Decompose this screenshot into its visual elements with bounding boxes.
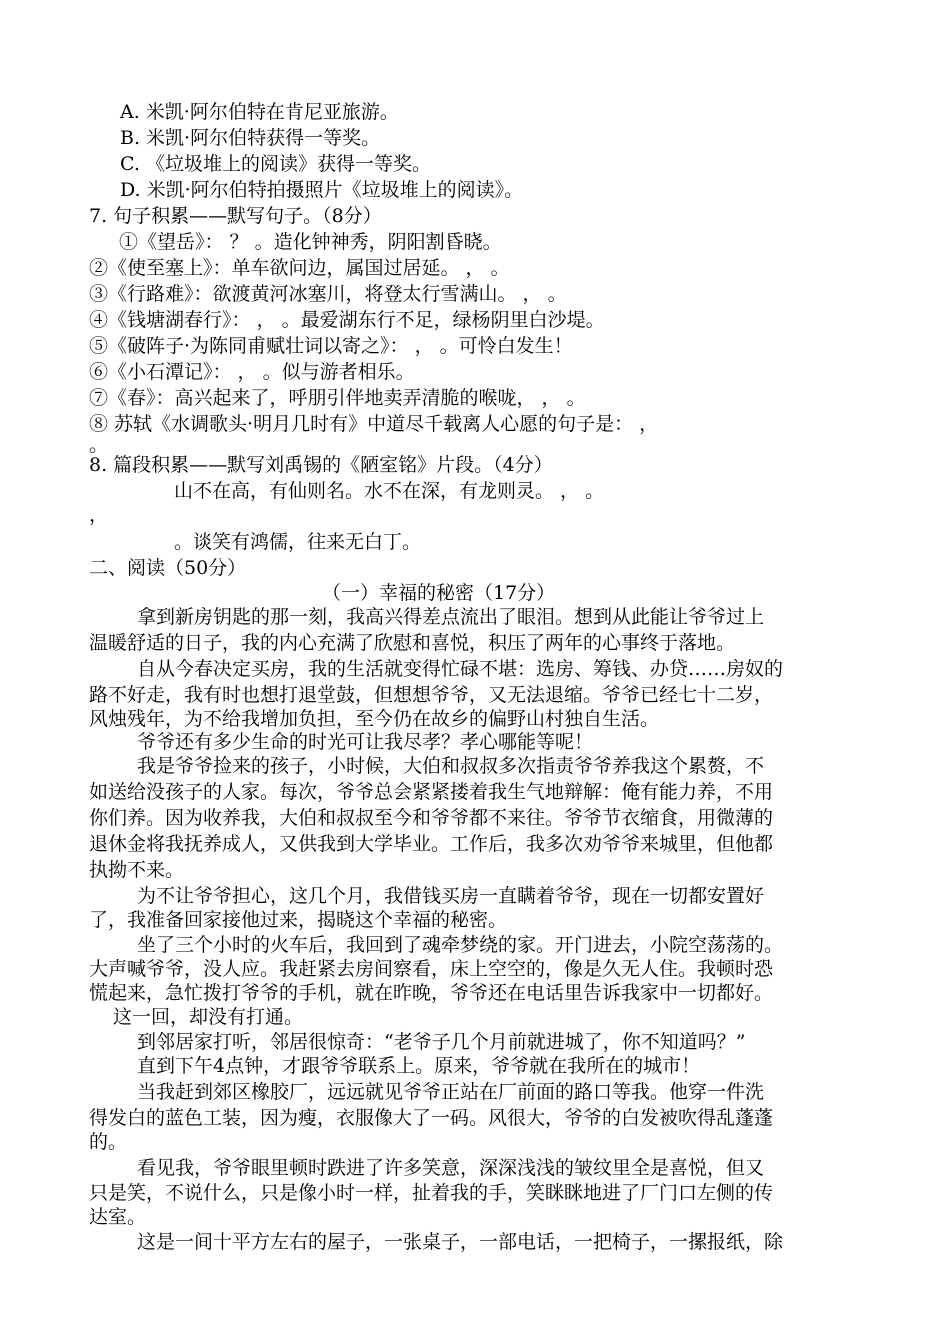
question7-item: ①《望岳》： ？ 。造化钟神秀，阴阳割昏晓。: [119, 231, 502, 253]
passage-line: 达室。: [89, 1206, 147, 1228]
question8-line: 。谈笑有鸿儒，往来无白丁。: [174, 531, 422, 553]
passage-line: 路不好走，我有时也想打退堂鼓，但想想爷爷，又无法退缩。爷爷已经七十二岁，: [89, 684, 774, 706]
passage-line: 退休金将我抚养成人，又供我到大学毕业。工作后，我多次劝爷爷来城里，但他都: [89, 833, 774, 855]
passage-line: 这是一间十平方左右的屋子，一张桌子，一部电话，一把椅子，一摞报纸，除: [137, 1231, 784, 1253]
question7-item: ⑧ 苏轼《水调歌头·明月几时有》中道尽千载离人心愿的句子是： ，: [89, 413, 659, 435]
passage-line: 大声喊爷爷，没人应。我赶紧去房间察看，床上空空的，像是久无人住。我顿时恐: [89, 958, 774, 980]
question7-item: ⑥《小石潭记》： ， 。似与游者相乐。: [89, 361, 415, 383]
section2-heading: 二、阅读（50分）: [89, 557, 247, 579]
question7-item: ④《钱塘湖春行》： ， 。最爱湖东行不足，绿杨阴里白沙堤。: [89, 309, 605, 331]
question7-item: ⑦《春》：高兴起来了，呼朋引伴地卖弄清脆的喉咙， ， 。: [89, 387, 586, 409]
passage-line: 只是笑，不说什么，只是像小时一样，扯着我的手，笑眯眯地进了厂门口左侧的传: [89, 1182, 774, 1204]
passage-line: 自从今春决定买房，我的生活就变得忙碌不堪：选房、筹钱、办贷……房奴的: [137, 658, 784, 680]
passage-line: 的。: [89, 1131, 128, 1153]
passage-line: 当我赶到郊区橡胶厂，远远就见爷爷正站在厂前面的路口等我。他穿一件洗: [137, 1081, 765, 1103]
passage-line: 为不让爷爷担心，这几个月，我借钱买房一直瞒着爷爷，现在一切都安置好: [137, 885, 765, 907]
option-b: B. 米凯·阿尔伯特获得一等奖。: [120, 127, 381, 149]
passage-line: 拿到新房钥匙的那一刻，我高兴得差点流出了眼泪。想到从此能让爷爷过上: [137, 606, 765, 628]
passage-line: 了，我准备回家接他过来，揭晓这个幸福的秘密。: [89, 909, 508, 931]
question8-heading: 8. 篇段积累——默写刘禹锡的《陋室铭》片段。（4分）: [89, 454, 553, 476]
question7-item: ③《行路难》：欲渡黄河冰塞川，将登太行雪满山。 ， 。: [89, 283, 567, 305]
passage-line: 这一回，却没有打通。: [113, 1006, 304, 1028]
passage-line: 看见我，爷爷眼里顿时跌进了许多笑意，深深浅浅的皱纹里全是喜悦，但又: [137, 1157, 765, 1179]
question7-item: ②《使至塞上》：单车欲问边，属国过居延。 ， 。: [89, 257, 510, 279]
passage-line: 慌起来，急忙拨打爷爷的手机，就在昨晚，爷爷还在电话里告诉我家中一切都好。: [89, 982, 774, 1004]
passage-title: （一）幸福的秘密（17分）: [322, 582, 556, 604]
passage-line: 到邻居家打听，邻居很惊奇：“老爷子几个月前就进城了，你不知道吗？”: [137, 1031, 746, 1053]
passage-line: 直到下午4点钟，才跟爷爷联系上。原来，爷爷就在我所在的城市！: [137, 1055, 701, 1077]
option-a: A. 米凯·阿尔伯特在肯尼亚旅游。: [120, 101, 399, 123]
question8-line: 山不在高，有仙则名。水不在深，有龙则灵。 ， 。: [174, 480, 605, 502]
option-c: C. 《垃圾堆上的阅读》获得一等奖。: [120, 153, 431, 175]
question7-item: 。: [89, 434, 109, 456]
passage-line: 我是爷爷捡来的孩子，小时候，大伯和叔叔多次指责爷爷养我这个累赘，不: [137, 755, 765, 777]
passage-line: 坐了三个小时的火车后，我回到了魂牵梦绕的家。开门进去，小院空荡荡的。: [137, 934, 784, 956]
option-d: D. 米凯·阿尔伯特拍摄照片《垃圾堆上的阅读》。: [120, 179, 524, 201]
question8-line: ，: [89, 504, 109, 526]
passage-line: 执拗不来。: [89, 859, 185, 881]
passage-line: 爷爷还有多少生命的时光可让我尽孝？孝心哪能等呢！: [137, 731, 594, 753]
passage-line: 温暖舒适的日子，我的内心充满了欣慰和喜悦，积压了两年的心事终于落地。: [89, 632, 736, 654]
question7-heading: 7. 句子积累——默写句子。（8分）: [89, 205, 382, 227]
question7-item: ⑤《破阵子·为陈同甫赋壮词以寄之》： ， 。可怜白发生！: [89, 335, 573, 357]
passage-line: 风烛残年，为不给我增加负担，至今仍在故乡的偏野山村独自生活。: [89, 708, 660, 730]
passage-line: 得发白的蓝色工装，因为瘦，衣服像大了一码。风很大，爷爷的白发被吹得乱蓬蓬: [89, 1107, 774, 1129]
passage-line: 你们养。因为收养我，大伯和叔叔至今和爷爷都不来往。爷爷节衣缩食，用微薄的: [89, 807, 774, 829]
passage-line: 如送给没孩子的人家。每次，爷爷总会紧紧搂着我生气地辩解：俺有能力养，不用: [89, 781, 774, 803]
